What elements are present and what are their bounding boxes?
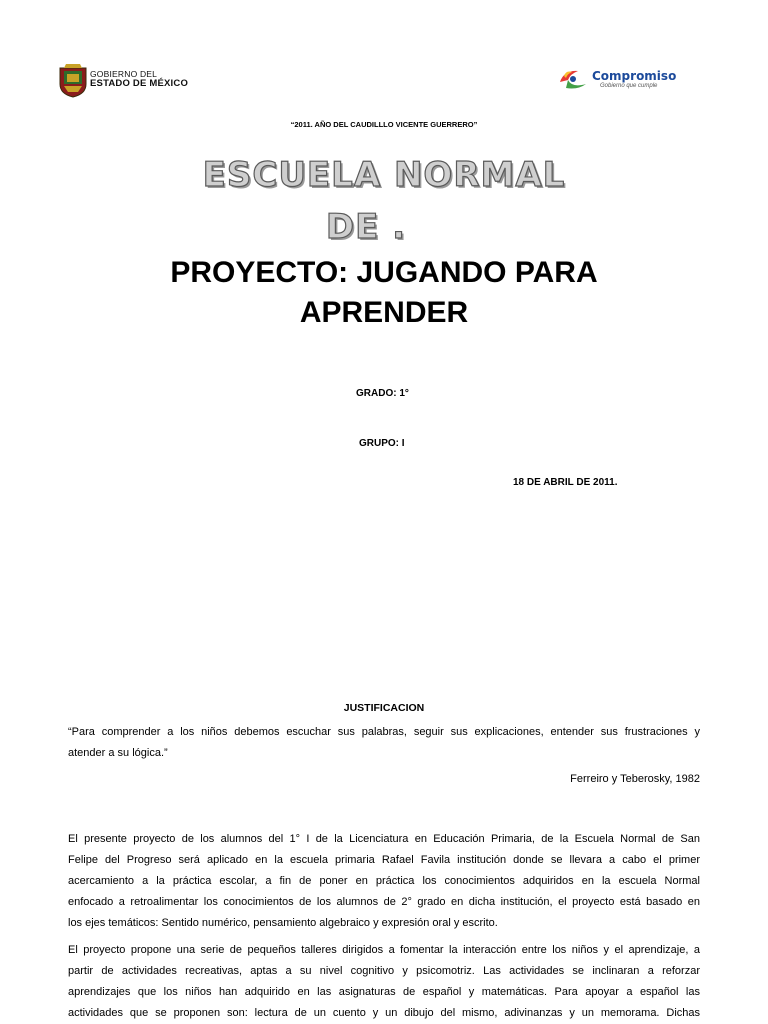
grado-label: GRADO: 1°: [356, 388, 409, 399]
paragraph-line: los ejes temáticos: Sentido numérico, pensamiento algebraico y expresión oral y escrito.: [68, 917, 498, 929]
quote-line: “Para comprender a los niños debemos escuchar sus palabras, seguir sus explicaciones, entender sus frustraciones y: [68, 726, 700, 738]
paragraph-line: actividades que se proponen son: lectura de un cuento y un dibujo del mismo, adivinanzas y un memorama. Dichas: [68, 1007, 700, 1019]
gobierno-line2: ESTADO DE MÉXICO: [90, 78, 189, 89]
body-paragraph-1: [68, 829, 700, 934]
grupo-label: GRUPO: I: [359, 438, 405, 449]
gobierno-estado-mexico-logo: [58, 60, 230, 104]
paragraph-line: Felipe del Progreso será aplicado en la escuela primaria Rafael Favila institución donde se llevara a cabo el primer: [68, 854, 700, 866]
school-name-line1: ESCUELA NORMAL: [202, 155, 566, 195]
project-title-line2: APRENDER: [299, 296, 469, 329]
justificacion-heading: JUSTIFICACION: [343, 702, 425, 714]
compromiso-logo: [556, 66, 696, 96]
citation: Ferreiro y Teberosky, 1982: [570, 773, 700, 785]
paragraph-line: aprendizajes que los niños han adquirido en las asignaturas de español y matemáticas. Para apoyar a español las: [68, 986, 700, 998]
paragraph-line: El proyecto propone una serie de pequeños talleres dirigidos a fomentar la interacción entre los niños y el aprendizaje, a: [68, 944, 700, 956]
paragraph-line: El presente proyecto de los alumnos del 1° I de la Licenciatura en Educación Primaria, de la Escuela Normal de San: [68, 833, 700, 845]
quote-paragraph: [68, 722, 700, 764]
compromiso-tagline: Gobierno que cumple: [600, 83, 658, 89]
year-motto: “2011. AÑO DEL CAUDILLLO VICENTE GUERRERO”: [290, 120, 478, 129]
coat-of-arms-icon: [58, 62, 88, 98]
body-paragraph-2: [68, 940, 700, 1024]
gobierno-line1: GOBIERNO DEL: [90, 69, 158, 79]
compromiso-swirl-icon: [556, 66, 590, 92]
school-name-line2: DE .: [325, 207, 407, 247]
paragraph-line: acercamiento a la práctica escolar, a fin de poner en práctica los conocimientos adquiridos en la escuela Normal: [68, 875, 700, 887]
date-label: 18 DE ABRIL DE 2011.: [513, 477, 618, 488]
gobierno-text: [90, 69, 188, 89]
project-title-line1: PROYECTO: JUGANDO PARA: [170, 256, 598, 289]
quote-line: atender a su lógica.”: [68, 747, 168, 759]
paragraph-line: partir de actividades recreativas, aptas a su nivel cognitivo y psicomotriz. Las actividades se inclinaran a reforzar: [68, 965, 700, 977]
paragraph-line: enfocado a retroalimentar los conocimientos de los alumnos de 2° grado en dicha institución, el proyecto está basado en: [68, 896, 700, 908]
compromiso-name: Compromiso: [592, 69, 677, 83]
